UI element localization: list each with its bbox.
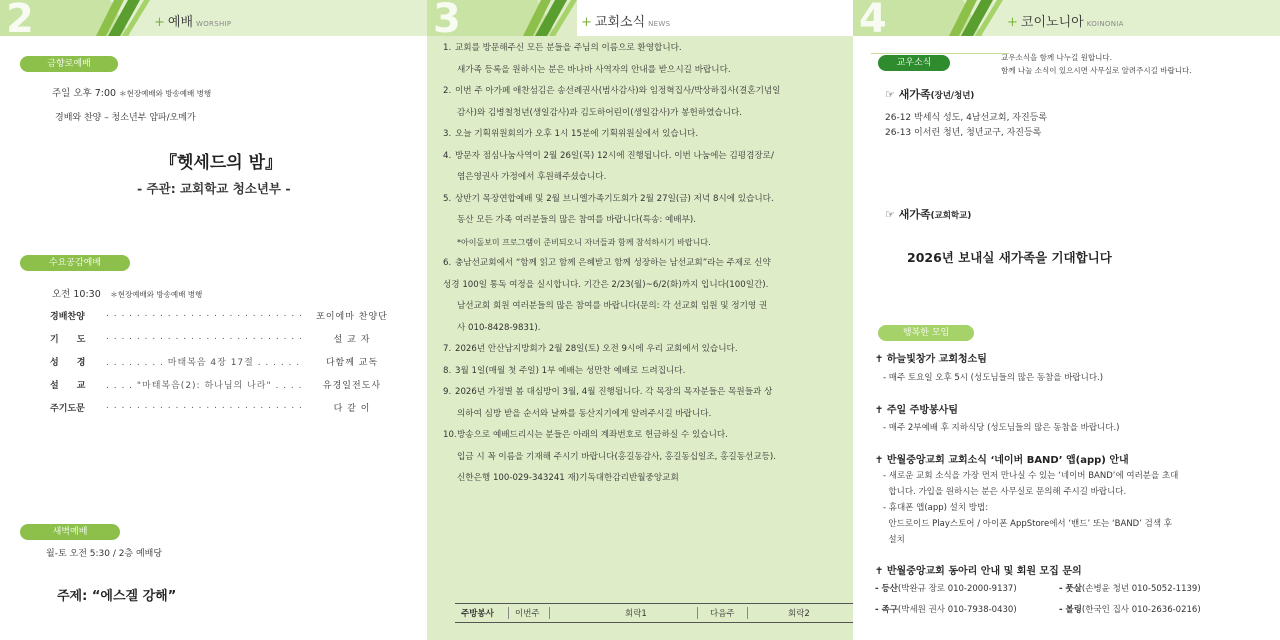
news-item: 1. 교회를 방문해주신 모든 분들을 주님의 이름으로 환영합니다. — [443, 43, 682, 53]
news-item-cont: 성경 100일 통독 여정을 실시합니다. 기간은 2/23(월)~6/2(화)까지 입니다(100일간). — [443, 279, 769, 290]
news-item-cont: *아이돌보미 프로그램이 준비되오니 자녀들과 함께 참석하시기 바랍니다. — [457, 237, 711, 247]
news-item-cont: 의하여 심방 받을 순서와 날짜를 동산지기에게 알려주시길 바랍니다. — [457, 408, 712, 419]
group-detail: - 매주 2부예배 후 지하식당 (성도님들의 많은 동참을 바랍니다.) — [883, 423, 1120, 433]
club-contact: - 등산(박완규 장로 010-2000-9137) — [875, 584, 1017, 594]
serving-this-group: 회락1 — [625, 609, 647, 619]
order-row: 설 교 . . . . "마태복음(2): 하나님의 나라" . . . . 유경일전도사 — [50, 381, 382, 391]
newcomer-entry: 26-13 이서린 청년, 청년교구, 자진등록 — [885, 128, 1042, 138]
dawn-time: 월-토 오전 5:30 / 2층 예배당 — [46, 549, 163, 559]
news-item-cont: 감사)와 김병철청년(생일감사)과 김도하어린이(생일감사)가 봉헌하였습니다. — [457, 107, 743, 118]
worship-page — [0, 0, 427, 640]
kitchen-serving-table — [455, 603, 853, 623]
group-title: ✝ 반월중앙교회 교회소식 ‘네이버 BAND’ 앱(app) 안내 — [875, 455, 1129, 466]
club-contact: - 풋살(손병윤 청년 010-5052-1139) — [1059, 584, 1201, 594]
pointing-hand-icon: ☞ — [885, 88, 899, 101]
koinonia-page — [853, 0, 1280, 640]
page-title: + 예배 WORSHIP — [154, 15, 232, 30]
page-number: 3 — [433, 0, 461, 42]
group-detail: 안드로이드 Play스토어 / 아이폰 AppStore에서 ‘밴드’ 또는 ‘BAND’ 검색 후 — [883, 519, 1172, 529]
news-item: 9. 2026년 가정별 봄 대심방이 3월, 4월 진행됩니다. 각 목장의 목자분들은 목원들과 상 — [443, 387, 773, 397]
group-title: ✝ 반월중앙교회 동아리 안내 및 회원 모집 문의 — [875, 566, 1082, 577]
news-item-cont: 입금 시 꼭 이름을 기재해 주시기 바랍니다(홍길동감사, 홍길동십일조, 홍길동선교등). — [457, 451, 777, 462]
order-row: 기 도 . . . . . . . . . . . . . . . . . . . . . . . . . . 설 교 자 — [50, 332, 371, 345]
news-item: 6. 충남선교회에서 “함께 읽고 함께 은혜받고 함께 성장하는 남선교회”라는 주제로 신약 — [443, 258, 771, 268]
page-header — [0, 0, 427, 42]
page-number: 2 — [6, 0, 34, 42]
wednesday-time: 오전 10:30 ＊현장예배와 방송예배 병행 — [52, 289, 203, 300]
newcomers-heading: ☞ 새가족(장년/청년) — [885, 88, 975, 101]
page-header — [427, 0, 853, 42]
event-title: 『헷세드의 밤』 — [160, 153, 283, 173]
group-detail: 설치 — [883, 535, 905, 545]
group-detail: - 휴대폰 앱(app) 설치 방법: — [883, 503, 989, 513]
order-row: 경배찬양 . . . . . . . . . . . . . . . . . . . . . . . . . . 포이에마 찬양단 — [50, 309, 388, 322]
member-news-label: 교우소식 — [878, 55, 950, 71]
page-header — [853, 0, 1280, 42]
news-item-cont: 새가족 등록을 원하시는 분은 바나바 사역자의 안내를 받으시길 바랍니다. — [457, 64, 731, 75]
news-item: 8. 3월 1일(매월 첫 주일) 1부 예배는 성만찬 예배로 드려집니다. — [443, 365, 686, 376]
cross-icon: ✝ — [875, 566, 887, 577]
serving-next-group: 회락2 — [788, 609, 810, 619]
news-item: 4. 방문자 점심나눔사역이 2월 26일(목) 12시에 진행됩니다. 이번 나눔에는 김평겸장로/ — [443, 150, 774, 161]
serving-next-week: 다음주 — [710, 609, 735, 619]
member-news-intro: 함께 나눌 소식이 있으시면 사무실로 알려주시길 바랍니다. — [1001, 66, 1192, 75]
serving-label: 주방봉사 — [461, 609, 494, 619]
cross-icon: ✝ — [875, 405, 887, 416]
group-title: ✝ 하늘빛창가 교회청소팀 — [875, 354, 987, 365]
news-item: 2. 이번 주 아가페 애찬섬김은 송선례권사(범사감사)와 임정혁집사/박상하집사(결혼기념일 — [443, 86, 781, 96]
event-host: - 주관: 교회학교 청소년부 - — [137, 181, 291, 196]
friday-worship-label: 금향로예배 — [20, 56, 118, 72]
member-news-intro: 교우소식을 함께 나누길 원합니다. — [1001, 53, 1112, 62]
cross-icon: ✝ — [875, 455, 887, 466]
order-row: 주기도문 . . . . . . . . . . . . . . . . . . . . . . . . . . 다 같 이 — [50, 401, 371, 414]
news-item-cont: 신한은행 100-029-343241 재)기독대한감리반월중앙교회 — [457, 473, 679, 483]
club-contact: - 족구(박세원 권사 010-7938-0430) — [875, 605, 1017, 615]
order-row: 성 경 . . . . . . . . 마태복음 4장 17절 . . . . . . 다함께 교독 — [50, 358, 379, 368]
news-item: 7. 2026년 안산남지방회가 2월 28일(토) 오전 9시에 우리 교회에서 있습니다. — [443, 344, 738, 354]
pointing-hand-icon: ☞ — [885, 208, 899, 221]
news-item-cont: 사 010-8428-9831). — [457, 322, 541, 333]
news-item: 3. 오늘 기획위원회의가 오후 1시 15분에 기획위원실에서 있습니다. — [443, 129, 699, 139]
groups-label: 행복한 모임 — [878, 325, 974, 341]
friday-time: 주일 오후 7:00 ＊현장예배와 방송예배 병행 — [52, 88, 212, 99]
wednesday-worship-label: 수요공감예배 — [20, 255, 130, 271]
serving-this-week: 이번주 — [515, 609, 540, 619]
friday-praise: 경배와 찬양 – 청소년부 얍파/오메가 — [55, 113, 196, 123]
news-item: 5. 상반기 목장연합예배 및 2월 브니엘가족기도회가 2월 27일(금) 저녁 8시에 있습니다. — [443, 193, 774, 204]
dawn-theme: 주제: “에스겔 강해” — [57, 589, 177, 604]
cross-icon: ✝ — [875, 354, 887, 365]
page-number: 4 — [859, 0, 887, 42]
news-list — [443, 38, 843, 490]
group-detail: - 매주 토요일 오후 5시 (성도님들의 많은 동참을 바랍니다.) — [883, 373, 1104, 383]
news-page — [427, 0, 853, 640]
news-item: 10.방송으로 예배드리시는 분들은 아래의 계좌번호로 헌금하실 수 있습니다. — [443, 430, 728, 440]
newcomer-entry: 26-12 박세식 성도, 4남선교회, 자진등록 — [885, 113, 1048, 123]
news-item-cont: 염은영권사 가정에서 후원해주셨습니다. — [457, 172, 607, 182]
school-newcomers-message: 2026년 보내실 새가족을 기대합니다 — [907, 250, 1112, 265]
divider — [871, 53, 1009, 54]
news-item-cont: 남선교회 회원 여러분들의 많은 참여를 바랍니다(문의: 각 선교회 임원 및 정기영 권 — [457, 301, 768, 311]
news-item-cont: 동산 모든 가족 여러분들의 많은 참여를 바랍니다(특송: 예배부). — [457, 215, 696, 225]
group-title: ✝ 주일 주방봉사팀 — [875, 405, 958, 416]
group-detail: - 새로운 교회 소식을 가장 먼저 만나실 수 있는 ‘네이버 BAND’에 여러분을 초대 — [883, 471, 1179, 481]
page-title: + 코이노니아 KOINONIA — [1007, 15, 1124, 30]
dawn-worship-label: 새벽예배 — [20, 524, 120, 540]
club-contact: - 볼링(한국인 집사 010-2636-0216) — [1059, 605, 1201, 615]
group-detail: 합니다. 가입을 원하시는 분은 사무실로 문의해 주시길 바랍니다. — [883, 487, 1127, 497]
page-title: + 교회소식 NEWS — [581, 15, 671, 30]
school-newcomers-heading: ☞ 새가족(교회학교) — [885, 208, 972, 221]
